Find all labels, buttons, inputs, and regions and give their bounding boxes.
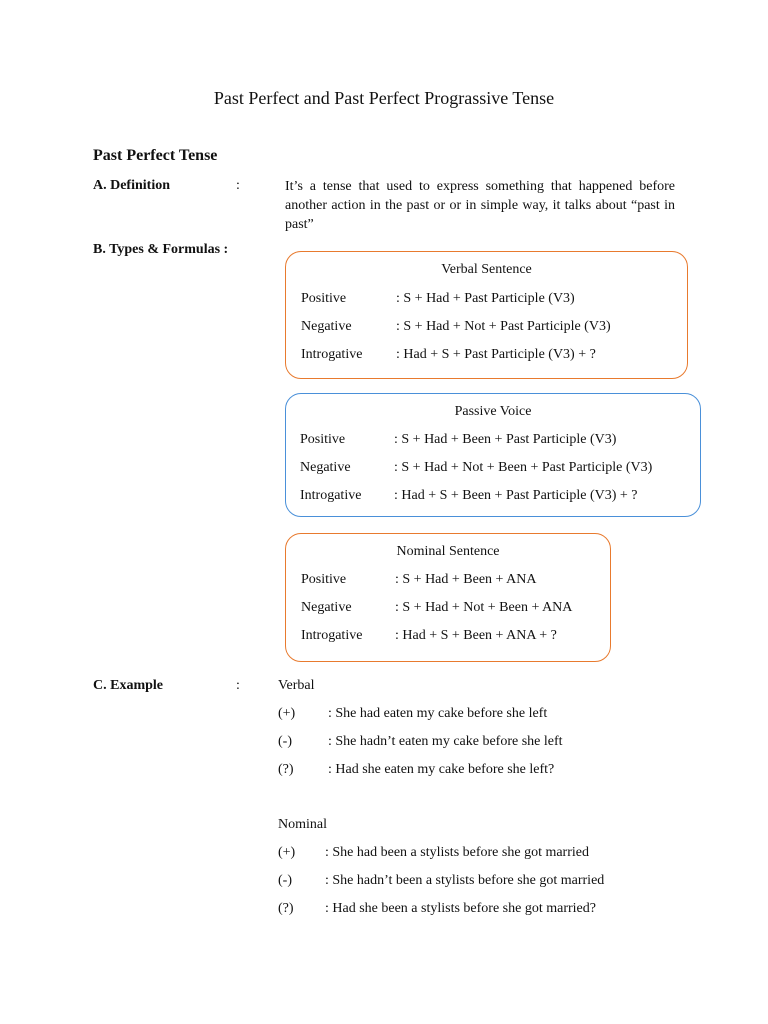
example-symbol: (+) bbox=[278, 845, 296, 860]
section-heading: Past Perfect Tense bbox=[93, 147, 218, 164]
verbal-sentence-title: Verbal Sentence bbox=[441, 262, 532, 277]
formula-value: : S + Had + Not + Been + Past Participle (V3) bbox=[394, 460, 653, 475]
example-text: : Had she eaten my cake before she left? bbox=[328, 762, 555, 777]
example-nominal-heading: Nominal bbox=[278, 817, 327, 832]
formula-value: : Had + S + Been + Past Participle (V3) + ? bbox=[394, 488, 638, 503]
example-text: : She had been a stylists before she got married bbox=[325, 845, 589, 860]
example-text: : She hadn’t eaten my cake before she left bbox=[328, 734, 563, 749]
formula-type: Positive bbox=[300, 432, 346, 447]
example-text: : Had she been a stylists before she got married? bbox=[325, 901, 596, 916]
definition-text: It’s a tense that used to express something that happened before another action in the past or or in simple way, it talks about “past in past” bbox=[285, 179, 675, 232]
example-symbol: (?) bbox=[278, 762, 294, 777]
formula-type: Introgative bbox=[301, 628, 363, 643]
formula-value: : S + Had + Not + Been + ANA bbox=[395, 600, 573, 615]
example-symbol: (-) bbox=[278, 873, 292, 888]
example-text: : She had eaten my cake before she left bbox=[328, 706, 548, 721]
example-verbal-heading: Verbal bbox=[278, 678, 315, 693]
page-title: Past Perfect and Past Perfect Prograssive Tense bbox=[213, 88, 555, 108]
formula-type: Positive bbox=[301, 291, 347, 306]
example-symbol: (+) bbox=[278, 706, 296, 721]
formula-value: : Had + S + Past Participle (V3) + ? bbox=[396, 347, 596, 362]
formula-value: : S + Had + Been + ANA bbox=[395, 572, 537, 587]
nominal-sentence-title: Nominal Sentence bbox=[396, 544, 500, 559]
formula-type: Negative bbox=[300, 460, 351, 475]
definition-colon: : bbox=[236, 178, 240, 193]
definition-label: A. Definition bbox=[93, 178, 170, 193]
verbal-sentence-box bbox=[285, 251, 688, 379]
formula-type: Negative bbox=[301, 600, 352, 615]
nominal-sentence-box bbox=[285, 533, 611, 662]
formula-type: Negative bbox=[301, 319, 352, 334]
example-symbol: (-) bbox=[278, 734, 292, 749]
example-label: C. Example bbox=[93, 678, 163, 693]
types-label: B. Types & Formulas : bbox=[93, 242, 229, 257]
passive-voice-title: Passive Voice bbox=[454, 404, 532, 419]
formula-type: Introgative bbox=[300, 488, 362, 503]
example-colon: : bbox=[236, 678, 240, 693]
formula-value: : S + Had + Not + Past Participle (V3) bbox=[396, 319, 611, 334]
passive-voice-box bbox=[285, 393, 701, 517]
formula-type: Positive bbox=[301, 572, 347, 587]
formula-value: : S + Had + Been + Past Participle (V3) bbox=[394, 432, 617, 447]
formula-value: : Had + S + Been + ANA + ? bbox=[395, 628, 557, 643]
formula-type: Introgative bbox=[301, 347, 363, 362]
formula-value: : S + Had + Past Participle (V3) bbox=[396, 291, 575, 306]
example-symbol: (?) bbox=[278, 901, 294, 916]
example-text: : She hadn’t been a stylists before she got married bbox=[325, 873, 605, 888]
